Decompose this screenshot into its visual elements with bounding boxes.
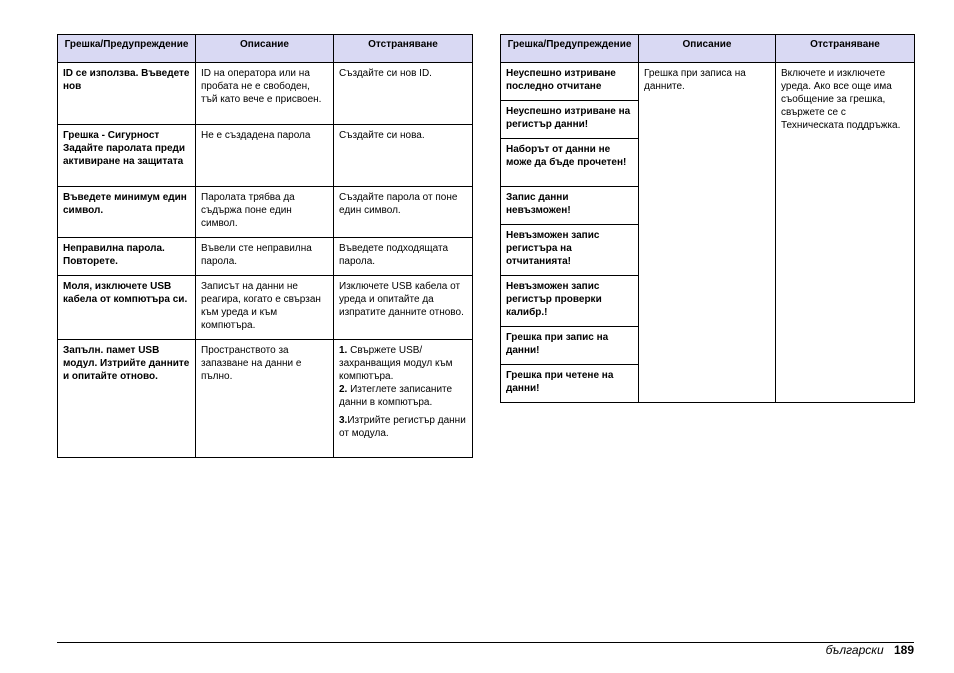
- error-cell: Въведете минимум един символ.: [58, 187, 196, 238]
- error-cell: Грешка - Сигурност Задайте паролата преди активиране на защитата: [58, 125, 196, 187]
- header-description: Описание: [196, 35, 334, 63]
- table-row: [58, 238, 473, 276]
- solution-steps-cell: [334, 340, 473, 458]
- table-row: [58, 276, 473, 340]
- table-row: [58, 125, 473, 187]
- table-header-row: [501, 35, 915, 63]
- description-cell: Записът на данни не реагира, когато е свързан към уреда и към компютъра.: [196, 276, 334, 340]
- solution-step: [339, 414, 467, 440]
- step-text: Изтеглете записаните данни в компютъра.: [339, 384, 453, 408]
- solution-step: [339, 383, 467, 409]
- header-solution: Отстраняване: [776, 35, 915, 63]
- error-cell: Грешка при запис на данни!: [501, 327, 639, 365]
- error-cell: Наборът от данни не може да бъде прочетен!: [501, 139, 639, 187]
- description-cell: ID на оператора или на пробата не е свободен, тъй като вече е присвоен.: [196, 63, 334, 125]
- solution-step: [339, 344, 467, 383]
- error-cell: Неправилна парола. Повторете.: [58, 238, 196, 276]
- error-cell: ID се използва. Въведете нов: [58, 63, 196, 125]
- description-cell: Паролата трябва да съдържа поне един символ.: [196, 187, 334, 238]
- error-cell: Невъзможен запис регистъра на отчитанията!: [501, 225, 639, 276]
- error-table-left: [57, 34, 473, 458]
- step-text: Изтрийте регистър данни от модула.: [339, 415, 466, 439]
- page-footer: [826, 643, 914, 657]
- solution-cell: Създайте си нов ID.: [334, 63, 473, 125]
- solution-cell: Създайте парола от поне един символ.: [334, 187, 473, 238]
- description-cell: Грешка при записа на данните.: [639, 63, 776, 403]
- step-number: 2.: [339, 384, 348, 395]
- footer-language: български: [825, 643, 884, 657]
- error-cell: Неуспешно изтриване последно отчитане: [501, 63, 639, 101]
- table-row: [501, 63, 915, 101]
- error-cell: Грешка при четене на данни!: [501, 365, 639, 403]
- header-error: Грешка/Предупреждение: [501, 35, 639, 63]
- table-row: [58, 340, 473, 458]
- table-row: [58, 187, 473, 238]
- error-cell: Невъзможен запис регистър проверки калибр.!: [501, 276, 639, 327]
- solution-cell: Въведете подходящата парола.: [334, 238, 473, 276]
- page-number: 189: [893, 643, 914, 657]
- error-cell: Моля, изключете USB кабела от компютъра си.: [58, 276, 196, 340]
- solution-cell: Изключете USB кабела от уреда и опитайте да изпратите данните отново.: [334, 276, 473, 340]
- solution-cell: Създайте си нова.: [334, 125, 473, 187]
- header-error: Грешка/Предупреждение: [58, 35, 196, 63]
- description-cell: Пространството за запазване на данни е пълно.: [196, 340, 334, 458]
- step-number: 3.: [339, 415, 348, 426]
- solution-cell: Включете и изключете уреда. Ако все още има съобщение за грешка, свържете се с Техническата поддръжка.: [776, 63, 915, 403]
- step-number: 1.: [339, 345, 348, 356]
- header-solution: Отстраняване: [334, 35, 473, 63]
- table-header-row: [58, 35, 473, 63]
- error-cell: Запълн. памет USB модул. Изтрийте данните и опитайте отново.: [58, 340, 196, 458]
- header-description: Описание: [639, 35, 776, 63]
- table-row: [58, 63, 473, 125]
- step-text: Свържете USB/захранващия модул към компютъра.: [339, 345, 453, 382]
- error-cell: Неуспешно изтриване на регистър данни!: [501, 101, 639, 139]
- error-cell: Запис данни невъзможен!: [501, 187, 639, 225]
- description-cell: Не е създадена парола: [196, 125, 334, 187]
- footer-divider: [57, 642, 914, 643]
- error-table-right: [500, 34, 915, 403]
- description-cell: Въвели сте неправилна парола.: [196, 238, 334, 276]
